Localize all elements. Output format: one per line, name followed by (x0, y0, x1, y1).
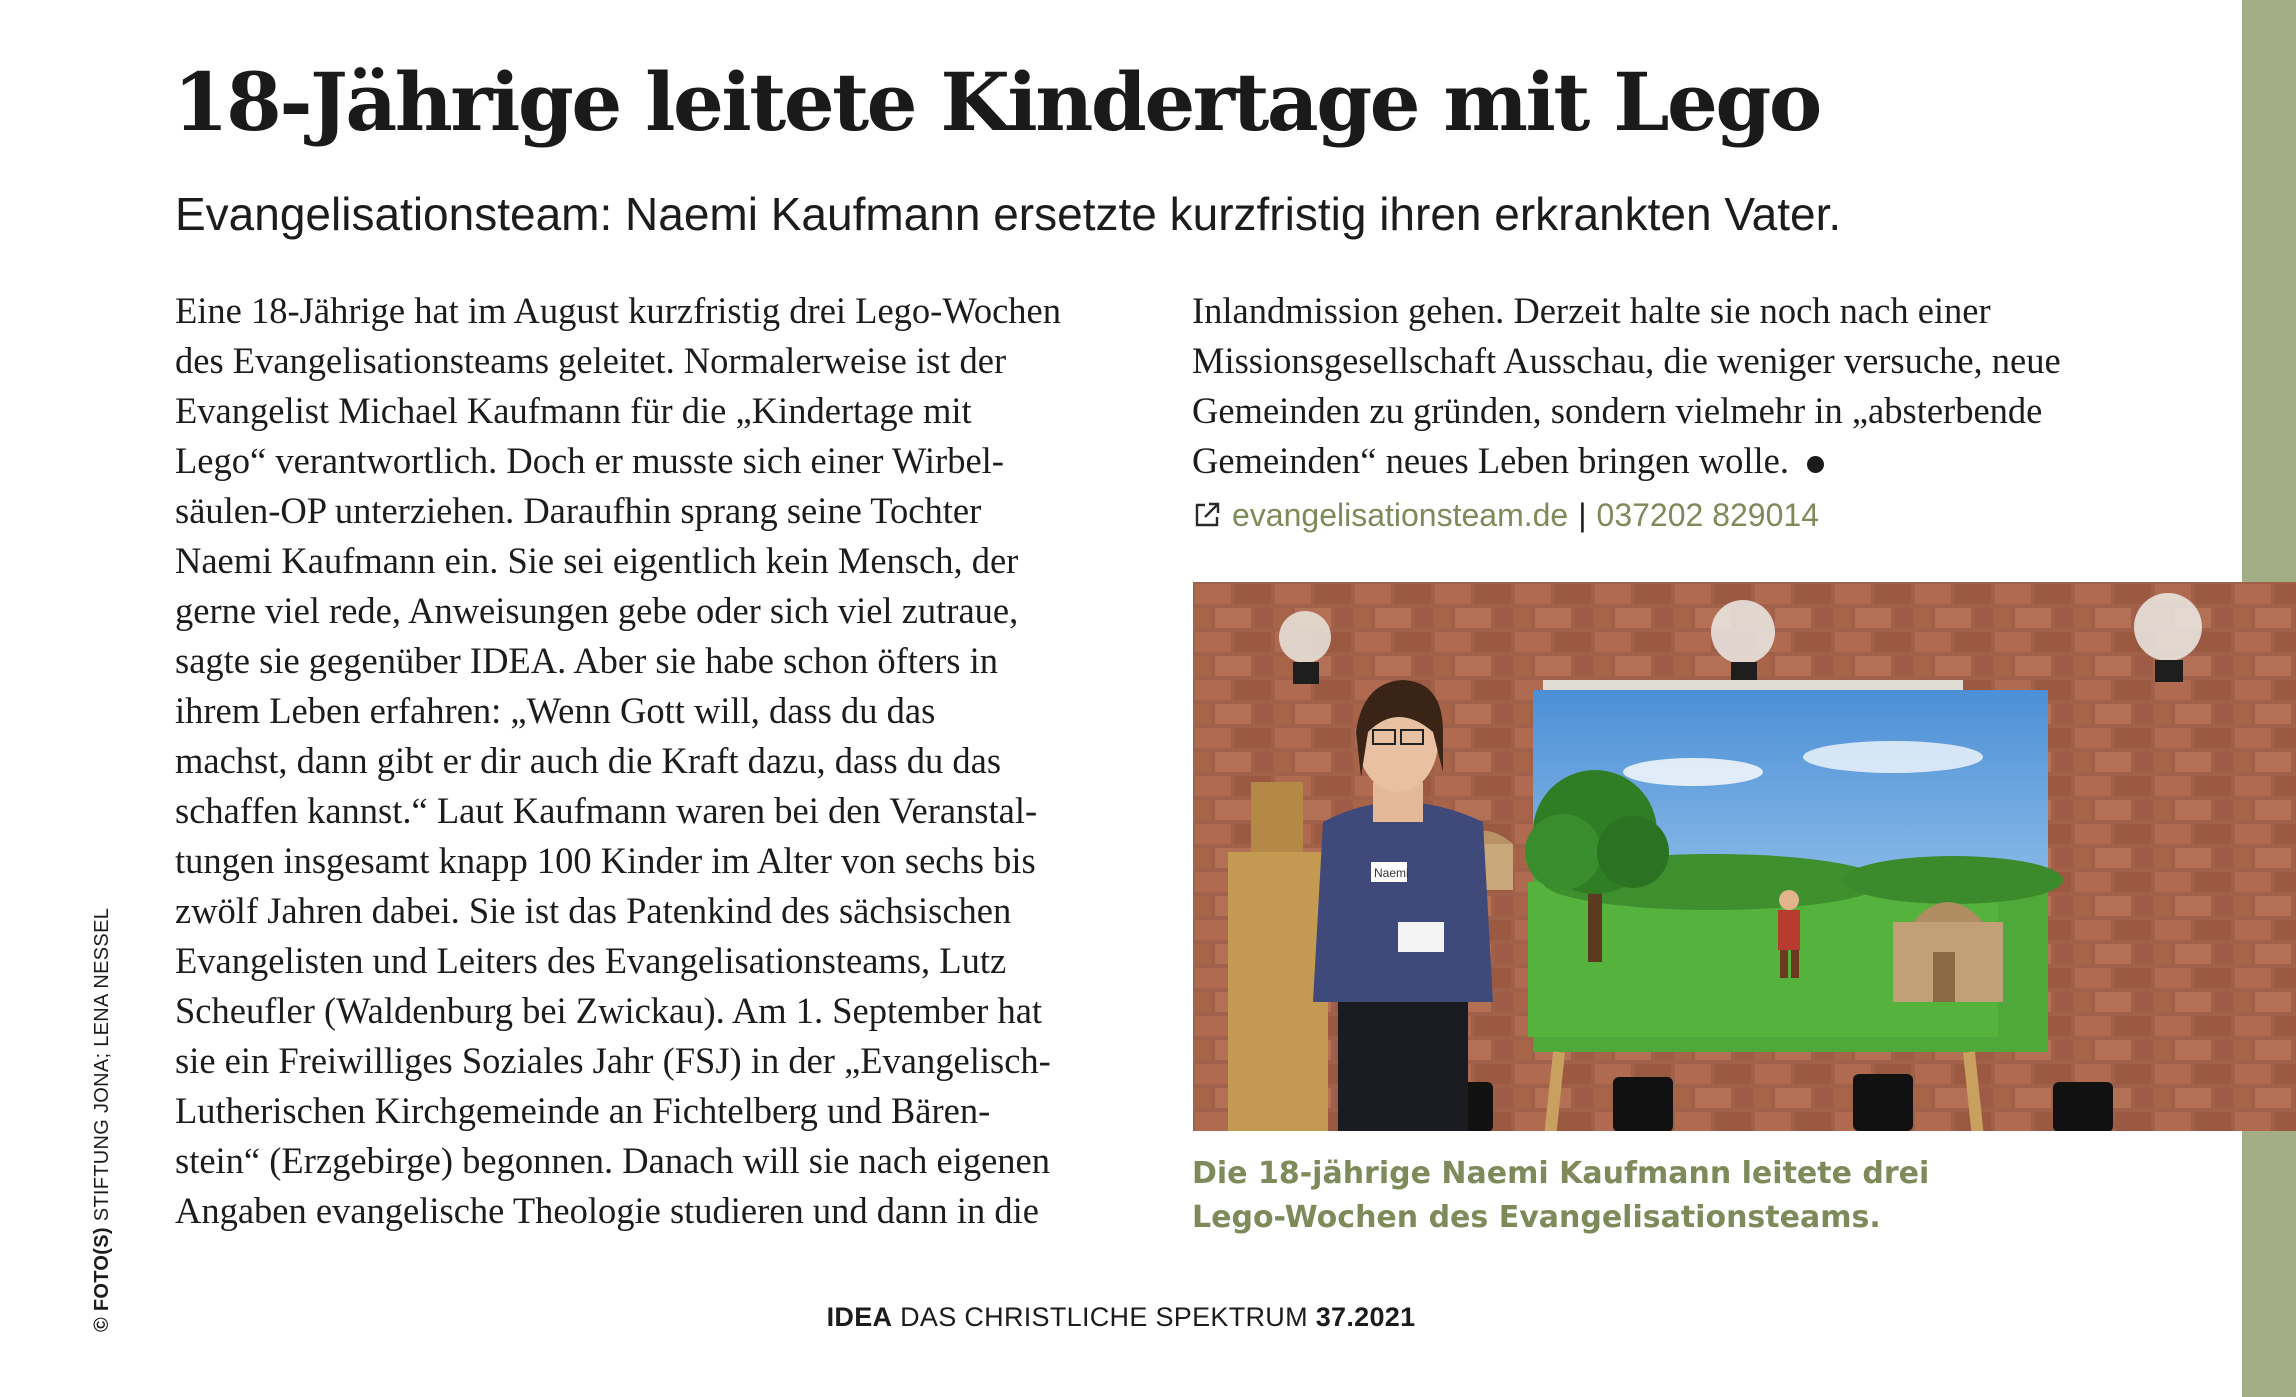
body-line: zwölf Jahren dabei. Sie ist das Patenkind des sächsischen (175, 890, 1012, 931)
contact-separator: | (1578, 497, 1587, 533)
body-line: gerne viel rede, Anweisungen gebe oder sich viel zutraue, (175, 590, 1019, 631)
photo-credit-sources: STIFTUNG JONA; LENA NESSEL (91, 907, 113, 1222)
body-line: des Evangelisationsteams geleitet. Normalerweise ist der (175, 340, 1007, 381)
footer-issue: 37.2021 (1315, 1302, 1416, 1332)
end-of-article-bullet (1807, 456, 1824, 473)
body-line: sagte sie gegenüber IDEA. Aber sie habe schon öfters in (175, 640, 999, 681)
body-column-right (1192, 286, 2172, 486)
body-line: machst, dann gibt er dir auch die Kraft dazu, dass du das (175, 740, 1002, 781)
body-line: Missionsgesellschaft Ausschau, die weniger versuche, neue (1192, 340, 2061, 381)
body-paragraph-left (175, 286, 1115, 1236)
body-line: Angaben evangelische Theologie studieren und dann in die (175, 1190, 1039, 1231)
caption-line: Die 18-jährige Naemi Kaufmann leitete drei (1192, 1156, 1930, 1191)
body-line: Gemeinden zu gründen, sondern vielmehr in „absterbende (1192, 390, 2043, 431)
body-line: Naemi Kaufmann ein. Sie sei eigentlich kein Mensch, der (175, 540, 1019, 581)
body-line: Lutherischen Kirchgemeinde an Fichtelberg und Bären- (175, 1090, 991, 1131)
article-subheadline: Evangelisationsteam: Naemi Kaufmann ersetzte kurzfristig ihren erkrankten Vater. (175, 188, 1842, 240)
body-line: Evangelisten und Leiters des Evangelisationsteams, Lutz (175, 940, 1007, 981)
body-paragraph-right (1192, 286, 2172, 486)
phone-number[interactable]: 037202 829014 (1596, 497, 1819, 533)
body-line: Inlandmission gehen. Derzeit halte sie noch nach einer (1192, 290, 1991, 331)
body-line: Evangelist Michael Kaufmann für die „Kindertage mit (175, 390, 972, 431)
body-line: Lego“ verantwortlich. Doch er musste sich einer Wirbel- (175, 440, 1004, 481)
body-line: säulen-OP unterziehen. Daraufhin sprang seine Tochter (175, 490, 982, 531)
photo-credit (91, 908, 114, 1332)
body-line: ihrem Leben erfahren: „Wenn Gott will, dass du das (175, 690, 936, 731)
body-line: sie ein Freiwilliges Soziales Jahr (FSJ) in der „Evangelisch- (175, 1040, 1051, 1081)
photo-credit-label: © FOTO(S) (91, 1227, 113, 1332)
body-line: Gemeinden“ neues Leben bringen wolle. (1192, 436, 2172, 486)
article-headline: 18-Jährige leitete Kindertage mit Lego (173, 55, 1820, 149)
external-link-icon (1192, 500, 1222, 530)
body-line: Scheufler (Waldenburg bei Zwickau). Am 1. September hat (175, 990, 1043, 1031)
body-line: tungen insgesamt knapp 100 Kinder im Alter von sechs bis (175, 840, 1036, 881)
article-photo (1193, 582, 2296, 1131)
contact-line (1192, 490, 1819, 540)
photo-presenter-with-lego-backdrop (1193, 582, 2296, 1131)
body-line: stein“ (Erzgebirge) begonnen. Danach will sie nach eigenen (175, 1140, 1050, 1181)
body-line: schaffen kannst.“ Laut Kaufmann waren bei den Veranstal- (175, 790, 1038, 831)
footer-publication: DAS CHRISTLICHE SPEKTRUM (900, 1302, 1308, 1332)
body-line: Eine 18-Jährige hat im August kurzfristig drei Lego-Wochen (175, 290, 1061, 331)
presenter-name-tag: Naemi (1374, 866, 1409, 880)
page-footer (0, 1302, 2242, 1333)
caption-line: Lego-Wochen des Evangelisationsteams. (1192, 1200, 1881, 1235)
photo-caption (1192, 1152, 2092, 1240)
lego-backdrop-painting (1451, 690, 2063, 1052)
website-link[interactable]: evangelisationsteam.de (1232, 497, 1569, 533)
footer-brand: IDEA (826, 1302, 893, 1332)
body-column-left (175, 286, 1115, 1236)
